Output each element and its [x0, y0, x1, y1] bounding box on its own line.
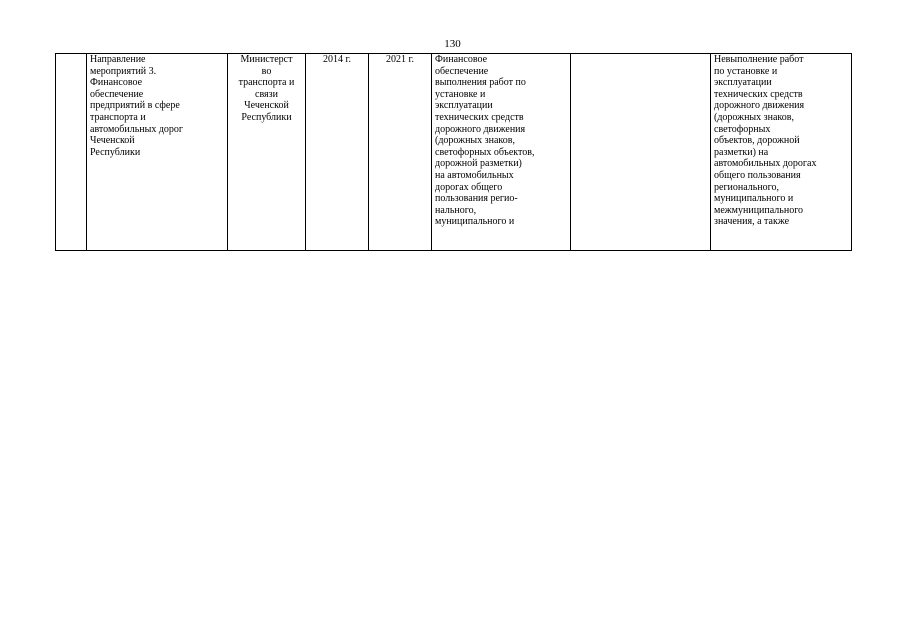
result-line: муниципального и	[435, 216, 515, 228]
result-line: на автомобильных	[435, 169, 514, 181]
consequences-line: по установке и	[714, 65, 778, 77]
result-line: дорожной разметки)	[435, 158, 522, 170]
table-row	[56, 54, 852, 251]
consequences-line: значения, а также	[714, 216, 790, 228]
direction-line: автомобильных дорог	[90, 123, 184, 135]
result-line: дорожного движения	[435, 123, 526, 135]
consequences-line: общего пользования	[714, 169, 801, 181]
consequences-line: (дорожных знаков,	[714, 111, 794, 123]
direction-line: транспорта и	[90, 111, 146, 123]
number-cell	[56, 54, 87, 251]
executor-line: связи	[255, 88, 278, 100]
consequences-line: межмуниципального	[714, 204, 804, 216]
direction-line: предприятий в сфере	[90, 100, 180, 112]
result-line: обеспечение	[435, 65, 489, 77]
executor-line: транспорта и	[238, 77, 295, 89]
result-line: выполнения работ по	[435, 77, 526, 89]
consequences-line: регионального,	[714, 181, 780, 193]
executor-line: Чеченской	[244, 100, 289, 112]
direction-line: мероприятий 3.	[90, 65, 157, 77]
direction-line: обеспечение	[90, 88, 144, 100]
result-cell	[432, 54, 571, 251]
end-year-cell: 2021 г.	[369, 54, 432, 251]
empty-cell	[571, 54, 711, 251]
result-line: (дорожных знаков,	[435, 135, 515, 147]
consequences-line: автомобильных дорогах	[714, 158, 817, 170]
direction-line: Финансовое	[90, 77, 143, 89]
consequences-line: технических средств	[714, 88, 803, 100]
executor-line: Министерст	[240, 54, 293, 65]
consequences-line: объектов, дорожной	[714, 135, 800, 147]
executor-cell	[228, 54, 306, 251]
program-table	[55, 53, 852, 251]
result-line: Финансовое	[435, 54, 488, 65]
start-year-cell: 2014 г.	[306, 54, 369, 251]
consequences-line: Невыполнение работ	[714, 54, 804, 65]
result-line: эксплуатации	[435, 100, 493, 112]
result-line: дорогах общего	[435, 181, 503, 193]
consequences-line: муниципального и	[714, 193, 794, 205]
direction-line: Направление	[90, 54, 146, 65]
consequences-line: светофорных	[714, 123, 771, 135]
executor-line: во	[261, 65, 272, 77]
consequences-line: эксплуатации	[714, 77, 772, 89]
consequences-line: дорожного движения	[714, 100, 805, 112]
result-line: пользования регио-	[435, 193, 518, 205]
result-line: светофорных объектов,	[435, 146, 535, 158]
direction-line: Чеченской	[90, 135, 135, 147]
consequences-cell	[711, 54, 852, 251]
consequences-line: разметки) на	[714, 146, 769, 158]
direction-line: Республики	[90, 146, 141, 158]
executor-line: Республики	[241, 111, 292, 123]
result-line: технических средств	[435, 111, 524, 123]
result-line: установке и	[435, 88, 486, 100]
result-line: нального,	[435, 204, 477, 216]
direction-cell	[87, 54, 228, 251]
page-number: 130	[444, 38, 461, 50]
